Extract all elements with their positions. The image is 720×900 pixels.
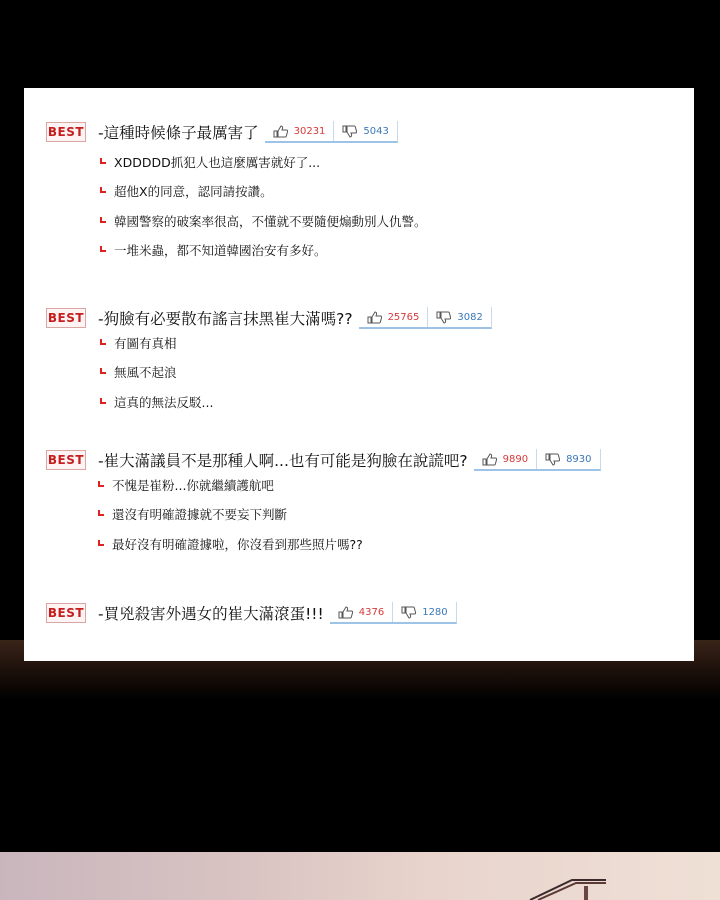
reply-item — [100, 147, 427, 177]
downvote-count: 3082 — [457, 311, 483, 323]
upvote-button[interactable] — [359, 307, 429, 327]
reply-text: 這真的無法反駁... — [114, 394, 214, 410]
comment-title: -崔大滿議員不是那種人啊...也有可能是狗臉在說謊吧? — [98, 452, 468, 470]
upvote-count: 4376 — [358, 606, 385, 618]
upvote-count: 25765 — [387, 311, 420, 323]
reply-text: 無風不起浪 — [114, 365, 177, 381]
downvote-button[interactable] — [334, 121, 396, 141]
best-badge: BEST — [46, 603, 86, 623]
reply-arrow-icon — [98, 540, 104, 546]
best-badge: BEST — [46, 308, 86, 328]
reply-item — [98, 470, 363, 500]
reply-text: 一堆米蟲，都不知道韓國治安有多好。 — [114, 243, 327, 259]
reply-arrow-icon — [100, 339, 106, 345]
comment-title: -狗臉有必要散布謠言抹黑崔大滿嗎?? — [98, 310, 353, 328]
reply-text: 不愧是崔粉...你就繼續護航吧 — [112, 477, 274, 493]
comment-title-row — [98, 601, 457, 625]
reply-arrow-icon — [98, 510, 104, 516]
best-badge: BEST — [46, 122, 86, 142]
reply-arrow-icon — [98, 481, 104, 487]
thumbs-down-icon — [436, 311, 451, 324]
thumbs-up-icon — [338, 606, 353, 619]
reply-text: 韓國警察的破案率很高，不懂就不要隨便煽動別人仇警。 — [114, 213, 427, 229]
upvote-count: 9890 — [502, 453, 529, 465]
reply-text: 超他X的同意，認同請按讚。 — [114, 184, 273, 200]
upvote-count: 30231 — [293, 125, 326, 137]
thumbs-up-icon — [482, 453, 497, 466]
thumbs-down-icon — [545, 453, 560, 466]
thumbs-up-icon — [367, 311, 382, 324]
vote-box — [474, 449, 601, 471]
reply-item — [100, 177, 427, 207]
comment-panel — [24, 88, 694, 661]
reply-arrow-icon — [100, 246, 106, 252]
reply-item — [98, 500, 363, 530]
upvote-button[interactable] — [265, 121, 335, 141]
reply-item — [100, 358, 213, 388]
reply-arrow-icon — [100, 398, 106, 404]
vote-box — [359, 307, 492, 329]
reply-list — [100, 328, 213, 417]
comment-title-row — [98, 448, 601, 472]
upvote-button[interactable] — [330, 602, 393, 622]
comment-title: -買兇殺害外遇女的崔大滿滾蛋!!! — [98, 605, 324, 623]
reply-arrow-icon — [100, 158, 106, 164]
comment-title-row — [98, 306, 492, 330]
reply-arrow-icon — [100, 187, 106, 193]
best-badge: BEST — [46, 450, 86, 470]
reply-item — [100, 328, 213, 358]
upvote-button[interactable] — [474, 449, 537, 469]
downvote-button[interactable] — [537, 449, 599, 469]
reply-text: 最好沒有明確證據啦，你沒看到那些照片嗎?? — [112, 536, 363, 552]
thumbs-down-icon — [401, 606, 416, 619]
reply-item — [100, 206, 427, 236]
reply-list — [98, 470, 363, 559]
reply-item — [100, 387, 213, 417]
downvote-button[interactable] — [393, 602, 455, 622]
reply-text: XDDDDD抓犯人也這麼厲害就好了... — [114, 154, 321, 170]
reply-text: 還沒有明確證據就不要妄下判斷 — [112, 507, 288, 523]
reply-text: 有圖有真相 — [114, 335, 177, 351]
thumbs-up-icon — [273, 125, 288, 138]
reply-list — [100, 147, 427, 265]
downvote-count: 5043 — [363, 125, 389, 137]
scene-photo-strip — [0, 852, 720, 900]
thumbs-down-icon — [342, 125, 357, 138]
comment-title: -這種時候條子最厲害了 — [98, 124, 259, 142]
downvote-button[interactable] — [428, 307, 490, 327]
reply-item — [100, 236, 427, 266]
downvote-count: 1280 — [422, 606, 448, 618]
comment-title-row — [98, 120, 398, 144]
vote-box — [265, 121, 398, 143]
downvote-count: 8930 — [566, 453, 592, 465]
reply-arrow-icon — [100, 217, 106, 223]
building-roof-icon — [528, 878, 608, 900]
reply-arrow-icon — [100, 368, 106, 374]
reply-item — [98, 529, 363, 559]
vote-box — [330, 602, 457, 624]
